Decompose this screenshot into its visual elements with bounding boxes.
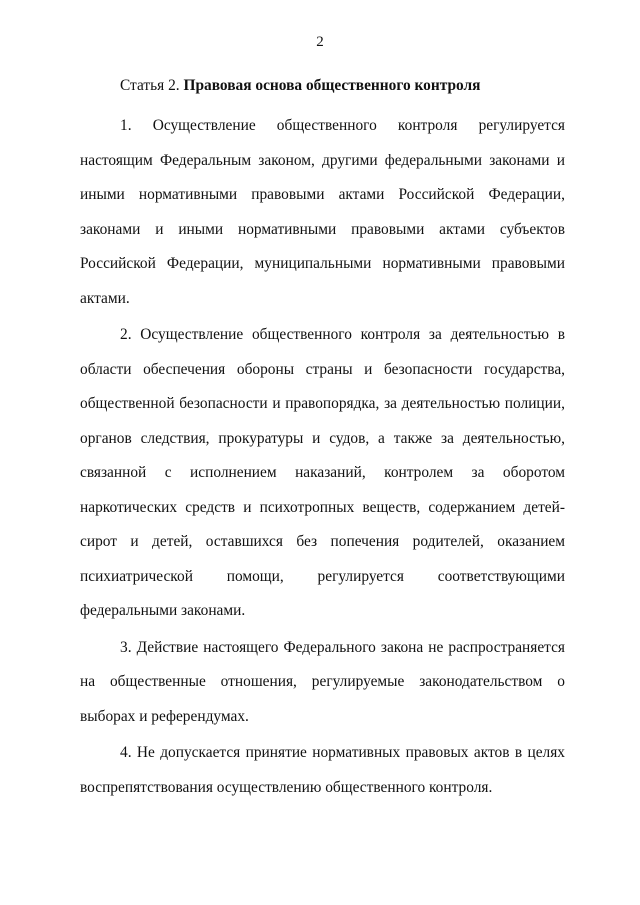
- paragraph-2: 2. Осуществление общественного контроля за деятельностью в области обеспечения обороны страны и безопасности государства, общественной безопасности и правопорядка, за деятельностью полиции, органов следствия, прокуратуры и судов, а также за деятельностью, связанной с исполнением наказаний, контролем за оборотом наркотических средств и психотропных веществ, содержанием детей-сирот и детей, оставшихся без попечения родителей, оказанием психиатрической помощи, регулируется соответствующими федеральными законами.: [80, 326, 565, 619]
- paragraph-3: 3. Действие настоящего Федерального закона не распространяется на общественные отношения, регулируемые законодательством о выборах и референдумах.: [80, 638, 565, 725]
- article-title: [80, 69, 565, 103]
- page-number: 2: [316, 34, 324, 50]
- article-heading: Правовая основа общественного контроля: [183, 77, 481, 94]
- article-label: Статья 2.: [120, 77, 180, 94]
- article-body: [80, 69, 565, 805]
- paragraph-4: 4. Не допускается принятие нормативных правовых актов в целях воспрепятствования осуществлению общественного контроля.: [80, 744, 565, 796]
- paragraph-1: 1. Осуществление общественного контроля регулируется настоящим Федеральным законом, другими федеральными законами и иными нормативными правовыми актами Российской Федерации, законами и иными нормативными правовыми актами субъектов Российской Федерации, муниципальными нормативными правовыми актами.: [80, 117, 565, 307]
